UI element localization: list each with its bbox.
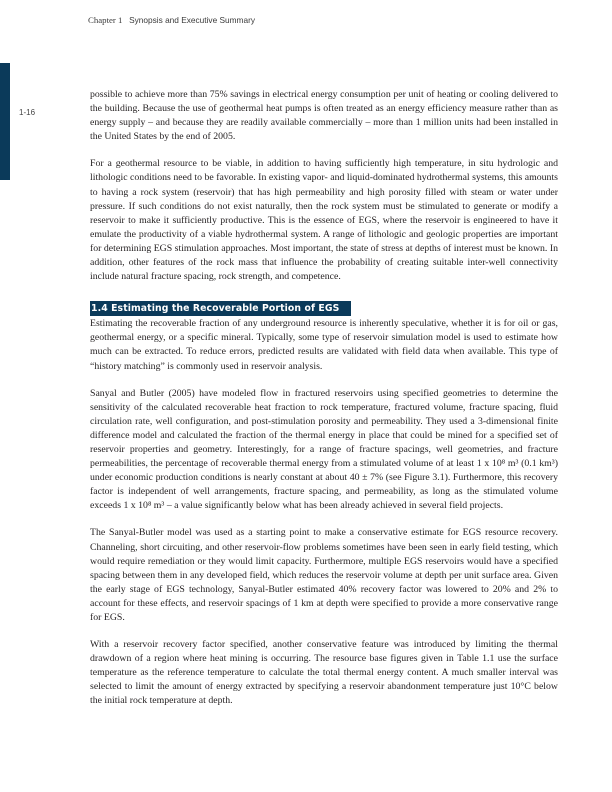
paragraph-thermal-drawdown: With a reservoir recovery factor specified, another conservative feature was introduced by limiting the thermal drawdown of a region where heat mining is occurring. The resource base figures given in Table 1.1 use the surface temperature as the reference temperature to calculate the total thermal energy content. A much smaller interval was selected to limit the amount of energy extracted by specifying a reservoir abandonment temperature just 10°C below the initial rock temperature at depth. (90, 639, 558, 707)
section-heading-wrapper (90, 296, 558, 316)
paragraph-sanyal-butler: Sanyal and Butler (2005) have modeled flow in fractured reservoirs using specified geometries to determine the sensitivity of the calculated recoverable heat fraction to rock temperature, fractured volume, fracture spacing, fluid circulation rate, well configuration, and post-stimulation porosity and permeability. They used a 3-dimensional finite difference model and calculated the fraction of the thermal energy in place that could be mined for a specified set of reservoir properties and geometry. Interestingly, for a range of fracture spacings, well geometries, and fracture permeabilities, the percentage of recoverable thermal energy from a stimulated volume of at least 1 x 10⁸ m³ (0.1 km³) under economic production conditions is nearly constant at about 40 ± 7% (see Figure 3.1). Furthermore, this recovery factor is independent of well arrangements, fracture spacing, and permeability, as long as the stimulated volume exceeds 1 x 10⁸ m³ – a value significantly below what has been already achieved in several field projects. (90, 387, 558, 512)
page-number: 1-16 (19, 108, 36, 117)
body-text (90, 88, 558, 709)
paragraph-heat-pumps: possible to achieve more than 75% savings in electrical energy consumption per unit of heating or cooling delivered to the building. Because the use of geothermal heat pumps is often treated as an energy efficiency measure rather than as energy supply – and because they are readily available commercially – more than 1 million units had been installed in the United States by the end of 2005. (90, 89, 558, 143)
running-header (88, 15, 255, 25)
margin-tab-bar (0, 63, 10, 180)
chapter-label: Chapter 1 (88, 15, 123, 25)
paragraph-resource-viability: For a geothermal resource to be viable, in addition to having sufficiently high temperature, in situ hydrologic and lithologic conditions need to be favorable. In existing vapor- and liquid-dominated hydrothermal systems, this amounts to having a rock system (reservoir) that has high permeability and high porosity filled with steam or water under pressure. If such conditions do not exist naturally, then the rock system must be stimulated to generate or modify a reservoir to make it sufficiently productive. This is the essence of EGS, where the reservoir is engineered to have it emulate the productivity of a viable hydrothermal system. A range of lithologic and geologic properties are important for determining EGS stimulation approaches. Most important, the state of stress at depths of interest must be known. In addition, other features of the rock mass that influence the probability of creating suitable inter-well connectivity include natural fracture spacing, rock strength, and competence. (90, 158, 558, 283)
chapter-title: Synopsis and Executive Summary (129, 15, 255, 25)
paragraph-conservative-estimate: The Sanyal-Butler model was used as a starting point to make a conservative estimate for EGS resource recovery. Channeling, short circuiting, and other reservoir-flow problems sometimes have been seen in early field testing, which would require remediation or they would limit capacity. Furthermore, multiple EGS reservoirs would have a specified spacing between them in any developed field, which reduces the reservoir volume at depth per unit surface area. Given the early stage of EGS technology, Sanyal-Butler estimated 40% recovery factor was lowered to 20% and 2% to account for these effects, and reservoir spacings of 1 km at depth were specified to provide a more conservative range for EGS. (90, 527, 558, 623)
section-heading: 1.4 Estimating the Recoverable Portion of EGS (90, 301, 351, 316)
paragraph-recoverable-fraction: Estimating the recoverable fraction of any underground resource is inherently speculative, whether it is for oil or gas, geothermal energy, or a specific mineral. Typically, some type of reservoir simulation model is used to estimate how much can be extracted. To reduce errors, predicted results are validated with field data when available. This type of “history matching” is commonly used in reservoir analysis. (90, 318, 558, 372)
